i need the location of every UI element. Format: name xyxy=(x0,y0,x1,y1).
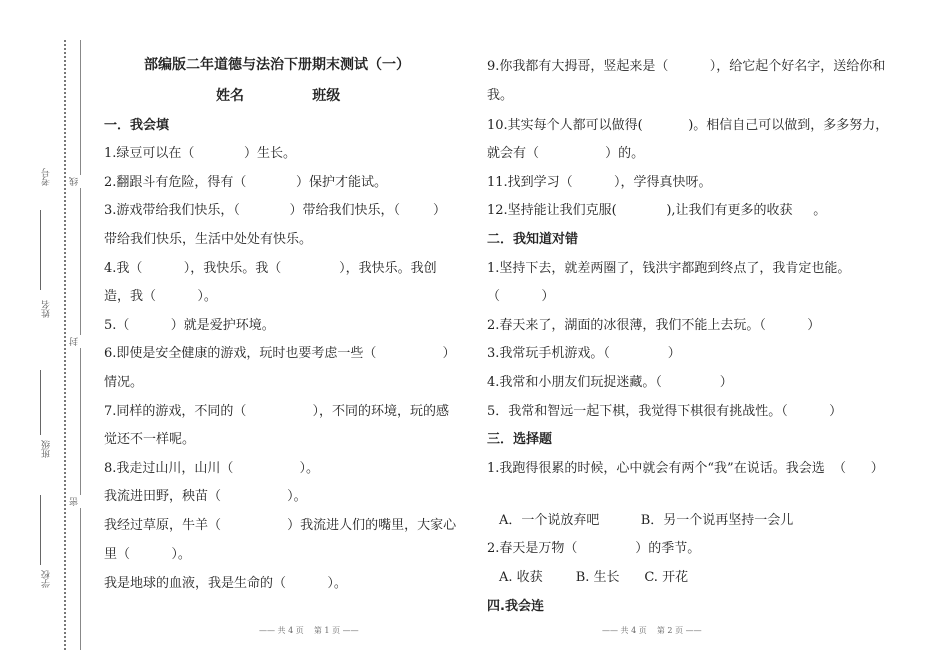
name-class-row: 姓名 班级 xyxy=(216,88,341,104)
dotted-cut-line xyxy=(64,40,66,650)
question-line: 1.坚持下去，就差两圈了，钱洪宇都跑到终点了，我肯定也能。 xyxy=(487,261,851,276)
question-line: 3.我常玩手机游戏。（ ） xyxy=(487,346,681,361)
blank-line xyxy=(40,210,41,290)
question-line: 6.即使是安全健康的游戏，玩时也要考虑一些（ ） xyxy=(104,346,456,361)
question-line: 2.春天来了，湖面的冰很薄，我们不能上去玩。（ ） xyxy=(487,318,821,333)
question-line: 我。 xyxy=(487,88,514,103)
question-line: 造，我（ ）。 xyxy=(104,289,217,304)
question-line: 带给我们快乐，生活中处处有快乐。 xyxy=(104,232,313,247)
question-line: 1.我跑得很累的时候，心中就会有两个“我”在说话。我会选 （ ） xyxy=(487,461,884,476)
question-line: 里（ ）。 xyxy=(104,547,191,562)
question-line: 我流进田野，秧苗（ ）。 xyxy=(104,489,307,504)
question-line: 我经过草原，牛羊（ ）我流进人们的嘴里，大家心 xyxy=(104,518,457,533)
binding-margin xyxy=(0,0,100,671)
question-line: 8.我走过山川，山川（ ）。 xyxy=(104,461,320,476)
page-title: 部编版二年道德与法治下册期末测试（一） xyxy=(144,57,410,73)
label-name: 姓名 xyxy=(42,300,52,318)
section-heading: 三．选择题 xyxy=(487,432,553,447)
label-class: 班级 xyxy=(42,440,52,458)
question-line: 11.找到学习（ ），学得真快呀。 xyxy=(487,175,712,190)
question-line: 1.绿豆可以在（ ）生长。 xyxy=(104,146,296,161)
cut-word-line: 线 xyxy=(70,177,80,186)
blank-line xyxy=(40,495,41,565)
question-line: 12.坚持能让我们克服( ),让我们有更多的收获 。 xyxy=(487,203,827,218)
choice-options: A．一个说放弃吧 B．另一个说再坚持一会儿 xyxy=(499,513,794,528)
question-line: 2.春天是万物（ ）的季节。 xyxy=(487,541,701,556)
page-footer: —— 共 4 页 第 1 页 —— xyxy=(259,626,359,635)
choice-options: A. 收获 B. 生长 C. 开花 xyxy=(499,570,689,585)
question-line: 3.游戏带给我们快乐，（ ）带给我们快乐，（ ） xyxy=(104,203,447,218)
blank-line xyxy=(40,370,41,435)
section-heading: 一．我会填 xyxy=(104,118,170,133)
question-line: 9.你我都有大拇哥，竖起来是（ ），给它起个好名字，送给你和 xyxy=(487,59,886,74)
label-school: 学校 xyxy=(42,570,52,588)
cut-word-secret: 密 xyxy=(70,497,80,506)
question-line: 觉还不一样呢。 xyxy=(104,432,196,447)
cut-word-seal: 封 xyxy=(70,337,80,346)
section-heading: 二．我知道对错 xyxy=(487,232,579,247)
question-line: 5．我常和智远一起下棋，我觉得下棋很有挑战性。（ ） xyxy=(487,404,843,419)
question-line: （ ） xyxy=(487,289,555,304)
question-line: 2.翻跟斗有危险，得有（ ）保护才能试。 xyxy=(104,175,387,190)
question-line: 就会有（ ）的。 xyxy=(487,146,645,161)
question-line: 我是地球的血液，我是生命的（ ）。 xyxy=(104,576,347,591)
label-exam-number: 考号 xyxy=(42,168,52,186)
question-line: 情况。 xyxy=(104,375,144,390)
question-line: 4.我（ ），我快乐。我（ ），我快乐。我创 xyxy=(104,261,437,276)
section-heading: 四.我会连 xyxy=(487,599,544,614)
question-line: 7.同样的游戏，不同的（ ），不同的环境，玩的感 xyxy=(104,404,450,419)
page-footer: —— 共 4 页 第 2 页 —— xyxy=(602,626,702,635)
question-line: 4.我常和小朋友们玩捉迷藏。（ ） xyxy=(487,375,733,390)
question-line: 5.（ ）就是爱护环境。 xyxy=(104,318,275,333)
question-line: 10.其实每个人都可以做得( )。相信自己可以做到，多多努力， xyxy=(487,118,889,133)
